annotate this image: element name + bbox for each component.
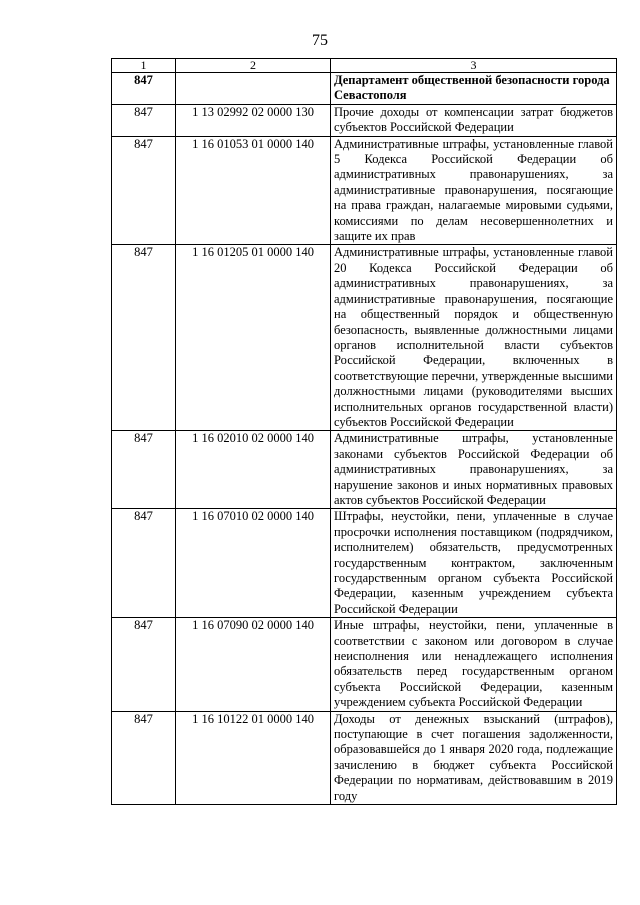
department-row: [112, 73, 617, 105]
admin-code: 847: [112, 431, 176, 509]
admin-code: 847: [112, 509, 176, 618]
admin-code: 847: [112, 618, 176, 711]
department-name: Департамент общественной безопасности города Севастополя: [331, 73, 617, 105]
revenue-codes-table: [111, 58, 617, 805]
admin-code: 847: [112, 104, 176, 136]
kbk-code: 1 16 07090 02 0000 140: [176, 618, 331, 711]
kbk-code: 1 16 02010 02 0000 140: [176, 431, 331, 509]
revenue-name: Административные штрафы, установленные главой 20 Кодекса Российской Федерации об административных правонарушениях, за административные правонарушения, посягающие на общественный порядок и общественную безопасность, выявленные должностными лицами органов исполнительной власти субъектов Российской Федерации, включенных в соответствующие перечни, утвержденные высшими должностными лицами (руководителями высших исполнительных органов государственной власти) субъектов Российской Федерации: [331, 245, 617, 431]
revenue-name: Административные штрафы, установленные главой 5 Кодекса Российской Федерации об административных правонарушениях, за административные правонарушения, посягающие на права граждан, налагаемые мировыми судьями, комиссиями по делам несовершеннолетних и защите их прав: [331, 136, 617, 245]
table-row: [112, 711, 617, 804]
revenue-name: Штрафы, неустойки, пени, уплаченные в случае просрочки исполнения поставщиком (подрядчиком, исполнителем) обязательств, предусмотренных государственным контрактом, заключенным государственным органом субъекта Российской Федерации, казенным учреждением субъекта Российской Федерации: [331, 509, 617, 618]
admin-code: 847: [112, 711, 176, 804]
table-row: [112, 104, 617, 136]
kbk-code: 1 16 07010 02 0000 140: [176, 509, 331, 618]
kbk-code: 1 16 01205 01 0000 140: [176, 245, 331, 431]
revenue-name: Доходы от денежных взысканий (штрафов), поступающие в счет погашения задолженности, образовавшейся до 1 января 2020 года, подлежащие зачислению в бюджет субъекта Российской Федерации по нормативам, действовавшим в 2019 году: [331, 711, 617, 804]
table-header-row: [112, 59, 617, 73]
kbk-code: 1 13 02992 02 0000 130: [176, 104, 331, 136]
table-row: [112, 431, 617, 509]
page-number: 75: [312, 32, 328, 49]
kbk-code: 1 16 10122 01 0000 140: [176, 711, 331, 804]
header-col-3: 3: [331, 59, 617, 73]
revenue-name: Прочие доходы от компенсации затрат бюджетов субъектов Российской Федерации: [331, 104, 617, 136]
revenue-name: Административные штрафы, установленные законами субъектов Российской Федерации об административных правонарушениях, за нарушение законов и иных нормативных правовых актов субъектов Российской Федерации: [331, 431, 617, 509]
table-row: [112, 618, 617, 711]
kbk-code: 1 16 01053 01 0000 140: [176, 136, 331, 245]
department-kbk: [176, 73, 331, 105]
revenue-name: Иные штрафы, неустойки, пени, уплаченные в соответствии с законом или договором в случае неисполнения или ненадлежащего исполнения обязательств перед государственным органом субъекта Российской Федерации, казенным учреждением субъекта Российской Федерации: [331, 618, 617, 711]
table-row: [112, 509, 617, 618]
table-row: [112, 136, 617, 245]
header-col-2: 2: [176, 59, 331, 73]
department-code: 847: [112, 73, 176, 105]
table-row: [112, 245, 617, 431]
header-col-1: 1: [112, 59, 176, 73]
admin-code: 847: [112, 245, 176, 431]
admin-code: 847: [112, 136, 176, 245]
